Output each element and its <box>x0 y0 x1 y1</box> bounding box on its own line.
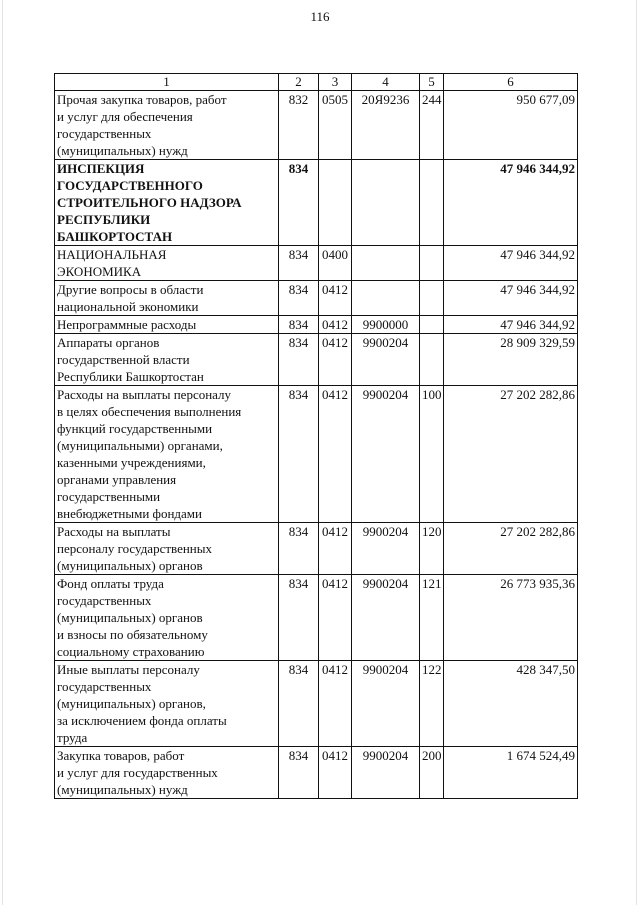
code-expense-type <box>420 334 444 386</box>
code-section: 0412 <box>319 747 352 799</box>
row-name-line: казенными учреждениями, <box>57 455 206 470</box>
row-name-line: в целях обеспечения выполнения <box>57 404 242 419</box>
row-amount: 428 347,50 <box>444 661 578 747</box>
code-target: 9900000 <box>352 316 420 334</box>
code-grbs: 834 <box>279 661 319 747</box>
scan-edge-right <box>636 0 637 905</box>
code-section: 0412 <box>319 316 352 334</box>
column-header-2: 2 <box>279 74 319 91</box>
row-name-line: Закупка товаров, работ <box>57 748 185 763</box>
code-grbs: 834 <box>279 334 319 386</box>
row-name-line: государственных <box>57 679 152 694</box>
code-grbs: 834 <box>279 575 319 661</box>
code-target <box>352 281 420 316</box>
code-target: 9900204 <box>352 747 420 799</box>
row-name-line: за исключением фонда оплаты <box>57 713 227 728</box>
row-name-line: Республики Башкортостан <box>57 369 204 384</box>
row-name <box>55 281 279 316</box>
row-name-line: функций государственными <box>57 421 213 436</box>
row-name <box>55 246 279 281</box>
table-row <box>55 334 578 386</box>
row-amount: 27 202 282,86 <box>444 386 578 523</box>
code-target: 9900204 <box>352 523 420 575</box>
table-row <box>55 91 578 160</box>
code-section: 0505 <box>319 91 352 160</box>
table-row <box>55 160 578 246</box>
code-expense-type: 200 <box>420 747 444 799</box>
row-name-line: (муниципальных) органов, <box>57 696 206 711</box>
table-row <box>55 661 578 747</box>
code-expense-type: 122 <box>420 661 444 747</box>
code-section: 0412 <box>319 523 352 575</box>
row-name-line: национальной экономики <box>57 299 199 314</box>
scan-edge-left <box>2 0 3 905</box>
code-grbs: 834 <box>279 281 319 316</box>
budget-table <box>54 73 578 799</box>
table-row <box>55 575 578 661</box>
row-name-line: (муниципальных) нужд <box>57 143 188 158</box>
code-section: 0412 <box>319 386 352 523</box>
row-amount: 47 946 344,92 <box>444 316 578 334</box>
row-name-line: государственных <box>57 126 152 141</box>
code-grbs: 832 <box>279 91 319 160</box>
row-name-line: социальному страхованию <box>57 644 205 659</box>
code-grbs: 834 <box>279 747 319 799</box>
code-target <box>352 160 420 246</box>
row-amount: 1 674 524,49 <box>444 747 578 799</box>
row-name <box>55 91 279 160</box>
code-expense-type: 120 <box>420 523 444 575</box>
code-target: 9900204 <box>352 386 420 523</box>
row-name <box>55 160 279 246</box>
row-name <box>55 747 279 799</box>
header-row <box>55 74 578 91</box>
row-name-line: внебюджетными фондами <box>57 506 202 521</box>
row-name-line: БАШКОРТОСТАН <box>57 229 173 244</box>
table-row <box>55 747 578 799</box>
row-name-line: Иные выплаты персоналу <box>57 662 200 677</box>
table-row <box>55 316 578 334</box>
row-name-line: и взносы по обязательному <box>57 627 208 642</box>
column-header-3: 3 <box>319 74 352 91</box>
row-name-line: государственными <box>57 489 161 504</box>
code-target: 20Я9236 <box>352 91 420 160</box>
code-expense-type: 244 <box>420 91 444 160</box>
row-name-line: государственной власти <box>57 352 190 367</box>
row-name-line: (муниципальных) органов <box>57 558 203 573</box>
row-name-line: государственных <box>57 593 152 608</box>
page-number: 116 <box>310 9 330 24</box>
row-name-line: и услуг для государственных <box>57 765 218 780</box>
row-amount: 26 773 935,36 <box>444 575 578 661</box>
code-grbs: 834 <box>279 386 319 523</box>
row-name <box>55 523 279 575</box>
code-target: 9900204 <box>352 575 420 661</box>
code-expense-type: 121 <box>420 575 444 661</box>
column-header-1: 1 <box>55 74 279 91</box>
row-name-line: (муниципальных) нужд <box>57 782 188 797</box>
row-name <box>55 575 279 661</box>
code-grbs: 834 <box>279 316 319 334</box>
code-expense-type <box>420 246 444 281</box>
column-header-6: 6 <box>444 74 578 91</box>
row-name-line: Другие вопросы в области <box>57 282 204 297</box>
row-name-line: Расходы на выплаты персоналу <box>57 387 232 402</box>
code-section: 0412 <box>319 575 352 661</box>
code-section: 0412 <box>319 281 352 316</box>
table-row <box>55 281 578 316</box>
row-name-line: и услуг для обеспечения <box>57 109 193 124</box>
row-name <box>55 316 279 334</box>
row-name-line: персоналу государственных <box>57 541 213 556</box>
row-name-line: Расходы на выплаты <box>57 524 171 539</box>
row-name-line: ЭКОНОМИКА <box>57 264 142 279</box>
row-name <box>55 661 279 747</box>
row-name-line: Непрограммные расходы <box>57 317 197 332</box>
code-grbs: 834 <box>279 523 319 575</box>
row-amount: 47 946 344,92 <box>444 160 578 246</box>
row-amount: 27 202 282,86 <box>444 523 578 575</box>
table-row <box>55 386 578 523</box>
row-name <box>55 386 279 523</box>
row-amount: 950 677,09 <box>444 91 578 160</box>
row-name <box>55 334 279 386</box>
row-name-line: (муниципальных) органов <box>57 610 203 625</box>
code-section: 0412 <box>319 661 352 747</box>
row-name-line: Аппараты органов <box>57 335 160 350</box>
code-section <box>319 160 352 246</box>
code-expense-type <box>420 316 444 334</box>
code-expense-type: 100 <box>420 386 444 523</box>
code-grbs: 834 <box>279 160 319 246</box>
row-name-line: РЕСПУБЛИКИ <box>57 212 151 227</box>
code-expense-type <box>420 160 444 246</box>
code-target: 9900204 <box>352 661 420 747</box>
row-name-line: Фонд оплаты труда <box>57 576 164 591</box>
row-name-line: ГОСУДАРСТВЕННОГО <box>57 178 203 193</box>
code-grbs: 834 <box>279 246 319 281</box>
code-section: 0400 <box>319 246 352 281</box>
table-row <box>55 523 578 575</box>
row-name-line: СТРОИТЕЛЬНОГО НАДЗОРА <box>57 195 242 210</box>
row-name-line: Прочая закупка товаров, работ <box>57 92 227 107</box>
row-name-line: ИНСПЕКЦИЯ <box>57 161 145 176</box>
table-body <box>55 91 578 799</box>
row-name-line: органами управления <box>57 472 177 487</box>
row-name-line: (муниципальными) органами, <box>57 438 223 453</box>
row-name-line: НАЦИОНАЛЬНАЯ <box>57 247 167 262</box>
row-amount: 47 946 344,92 <box>444 246 578 281</box>
row-name-line: труда <box>57 730 88 745</box>
row-amount: 47 946 344,92 <box>444 281 578 316</box>
code-target <box>352 246 420 281</box>
code-expense-type <box>420 281 444 316</box>
row-amount: 28 909 329,59 <box>444 334 578 386</box>
column-header-5: 5 <box>420 74 444 91</box>
code-section: 0412 <box>319 334 352 386</box>
column-header-4: 4 <box>352 74 420 91</box>
code-target: 9900204 <box>352 334 420 386</box>
table-row <box>55 246 578 281</box>
